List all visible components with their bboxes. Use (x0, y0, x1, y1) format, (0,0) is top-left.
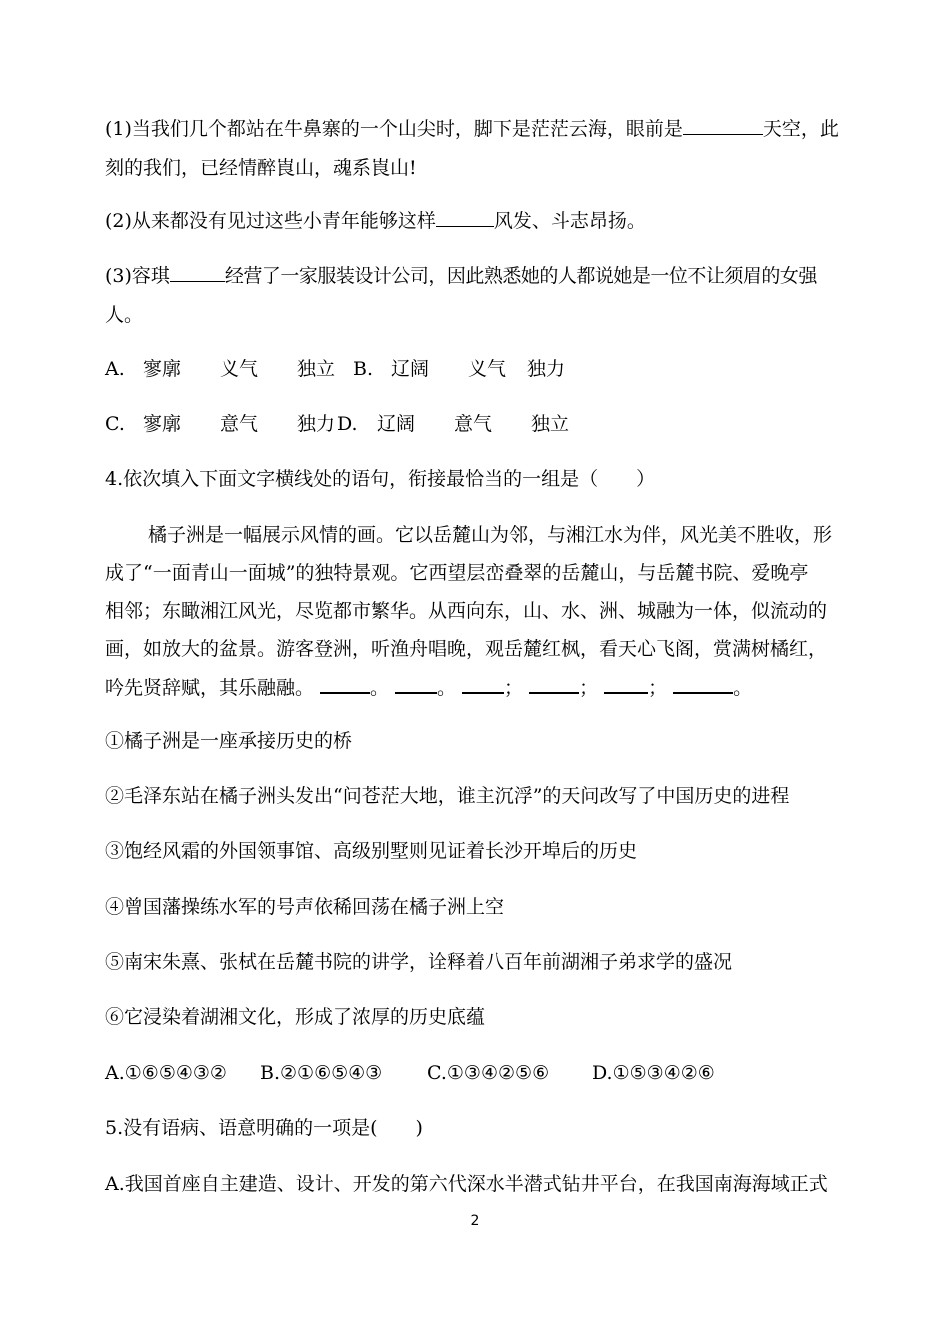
answer-blank (673, 674, 733, 694)
option-word: 寥廓 (143, 413, 182, 435)
option-word: 寥廓 (143, 358, 182, 380)
option-word: 义气 (468, 358, 507, 380)
q4-sentence-5: ⑤南宋朱熹、张栻在岳麓书院的讲学，诠释着八百年前湖湘子弟求学的盛况 (105, 951, 733, 973)
q3-s3-text-b: 经营了一家服装设计公司，因此熟悉她的人都说她是一位不让须眉的女强 (224, 265, 817, 287)
punctuation: ； (648, 677, 668, 699)
option-letter: C. (105, 413, 125, 435)
punctuation: ； (504, 677, 524, 699)
q3-s3-text-a: (3)容琪 (105, 265, 170, 287)
punctuation: 。 (370, 677, 390, 699)
q4-sentence-3: ③饱经风霜的外国领事馆、高级别墅则见证着长沙开埠后的历史 (105, 840, 638, 862)
q5-option-a: A.我国首座自主建造、设计、开发的第六代深水半潜式钻井平台，在我国南海海域正式 (105, 1173, 828, 1195)
option-letter: B. (353, 358, 374, 380)
q4-sentence-2: ②毛泽东站在橘子洲头发出“问苍茫大地，谁主沉浮”的天问改写了中国历史的进程 (105, 785, 790, 807)
q3-s2-text-a: (2)从来都没有见过这些小青年能够这样 (105, 210, 436, 232)
option-letter: A. (105, 358, 125, 380)
punctuation: 。 (437, 677, 457, 699)
option-word: 独力 (527, 358, 566, 380)
option-word: 意气 (220, 413, 259, 435)
q3-sentence-3-cont: 人。 (105, 304, 144, 326)
q3-sentence-2 (105, 208, 646, 234)
option-d: D.①⑤③④②⑥ (592, 1062, 715, 1084)
q4-sentence-4: ④曾国藩操练水军的号声依稀回荡在橘子洲上空 (105, 896, 505, 918)
answer-blank (683, 116, 763, 135)
q3-s1-text-a: (1)当我们几个都站在牛鼻寨的一个山尖时，脚下是茫茫云海，眼前是 (105, 118, 683, 140)
answer-blank (170, 263, 225, 282)
q3-s1-text-b: 天空，此 (762, 118, 839, 140)
option-word: 独立 (531, 413, 570, 435)
option-a: A.①⑥⑤④③② (105, 1062, 227, 1084)
q4-paragraph-line-1: 橘子洲是一幅展示风情的画。它以岳麓山为邻，与湘江水为伴，风光美不胜收，形 (148, 524, 833, 546)
answer-blank (395, 674, 437, 694)
punctuation: 。 (733, 677, 753, 699)
punctuation: ； (579, 677, 599, 699)
answer-blank (436, 208, 494, 227)
q4-paragraph-line-2: 成了“一面青山一面城”的独特景观。它西望层峦叠翠的岳麓山，与岳麓书院、爱晚亭 (105, 562, 809, 584)
q3-sentence-1 (105, 116, 839, 142)
q4-stem: 4.依次填入下面文字横线处的语句，衔接最恰当的一组是（ ） (105, 468, 656, 490)
option-word: 辽阔 (391, 358, 430, 380)
q3-s2-text-b: 风发、斗志昂扬。 (493, 210, 646, 232)
q3-options-row-1 (105, 356, 565, 382)
q4-sentence-1: ①橘子洲是一座承接历史的桥 (105, 730, 353, 752)
q4-paragraph-line-5 (105, 674, 752, 701)
option-word: 独立 (297, 358, 336, 380)
option-word: 义气 (220, 358, 259, 380)
q3-sentence-1-cont: 刻的我们，已经情醉崀山，魂系崀山! (105, 157, 417, 179)
option-word: 意气 (454, 413, 493, 435)
option-b: B.②①⑥⑤④③ (260, 1062, 383, 1084)
answer-blank (529, 674, 579, 694)
option-c: C.①③④②⑤⑥ (427, 1062, 550, 1084)
answer-blank (462, 674, 504, 694)
option-word: 辽阔 (377, 413, 416, 435)
q4-paragraph-tail: 吟先贤辞赋，其乐融融。 (105, 677, 315, 699)
answer-blank (604, 674, 648, 694)
q4-options (105, 1060, 715, 1086)
q4-sentence-6: ⑥它浸染着湖湘文化，形成了浓厚的历史底蕴 (105, 1006, 486, 1028)
q4-paragraph-line-3: 相邻；东瞰湘江风光，尽览都市繁华。从西向东，山、水、洲、城融为一体，似流动的 (105, 600, 828, 622)
q5-stem: 5.没有语病、语意明确的一项是( ) (105, 1117, 423, 1139)
q3-sentence-3 (105, 263, 817, 289)
answer-blank (320, 674, 370, 694)
q4-paragraph-line-4: 画，如放大的盆景。游客登洲，听渔舟唱晚，观岳麓红枫，看天心飞阁，赏满树橘红， (105, 638, 828, 660)
page-number: 2 (470, 1213, 480, 1229)
option-word: 独力 (297, 413, 336, 435)
option-letter: D. (337, 413, 358, 435)
q3-options-row-2 (105, 411, 569, 437)
